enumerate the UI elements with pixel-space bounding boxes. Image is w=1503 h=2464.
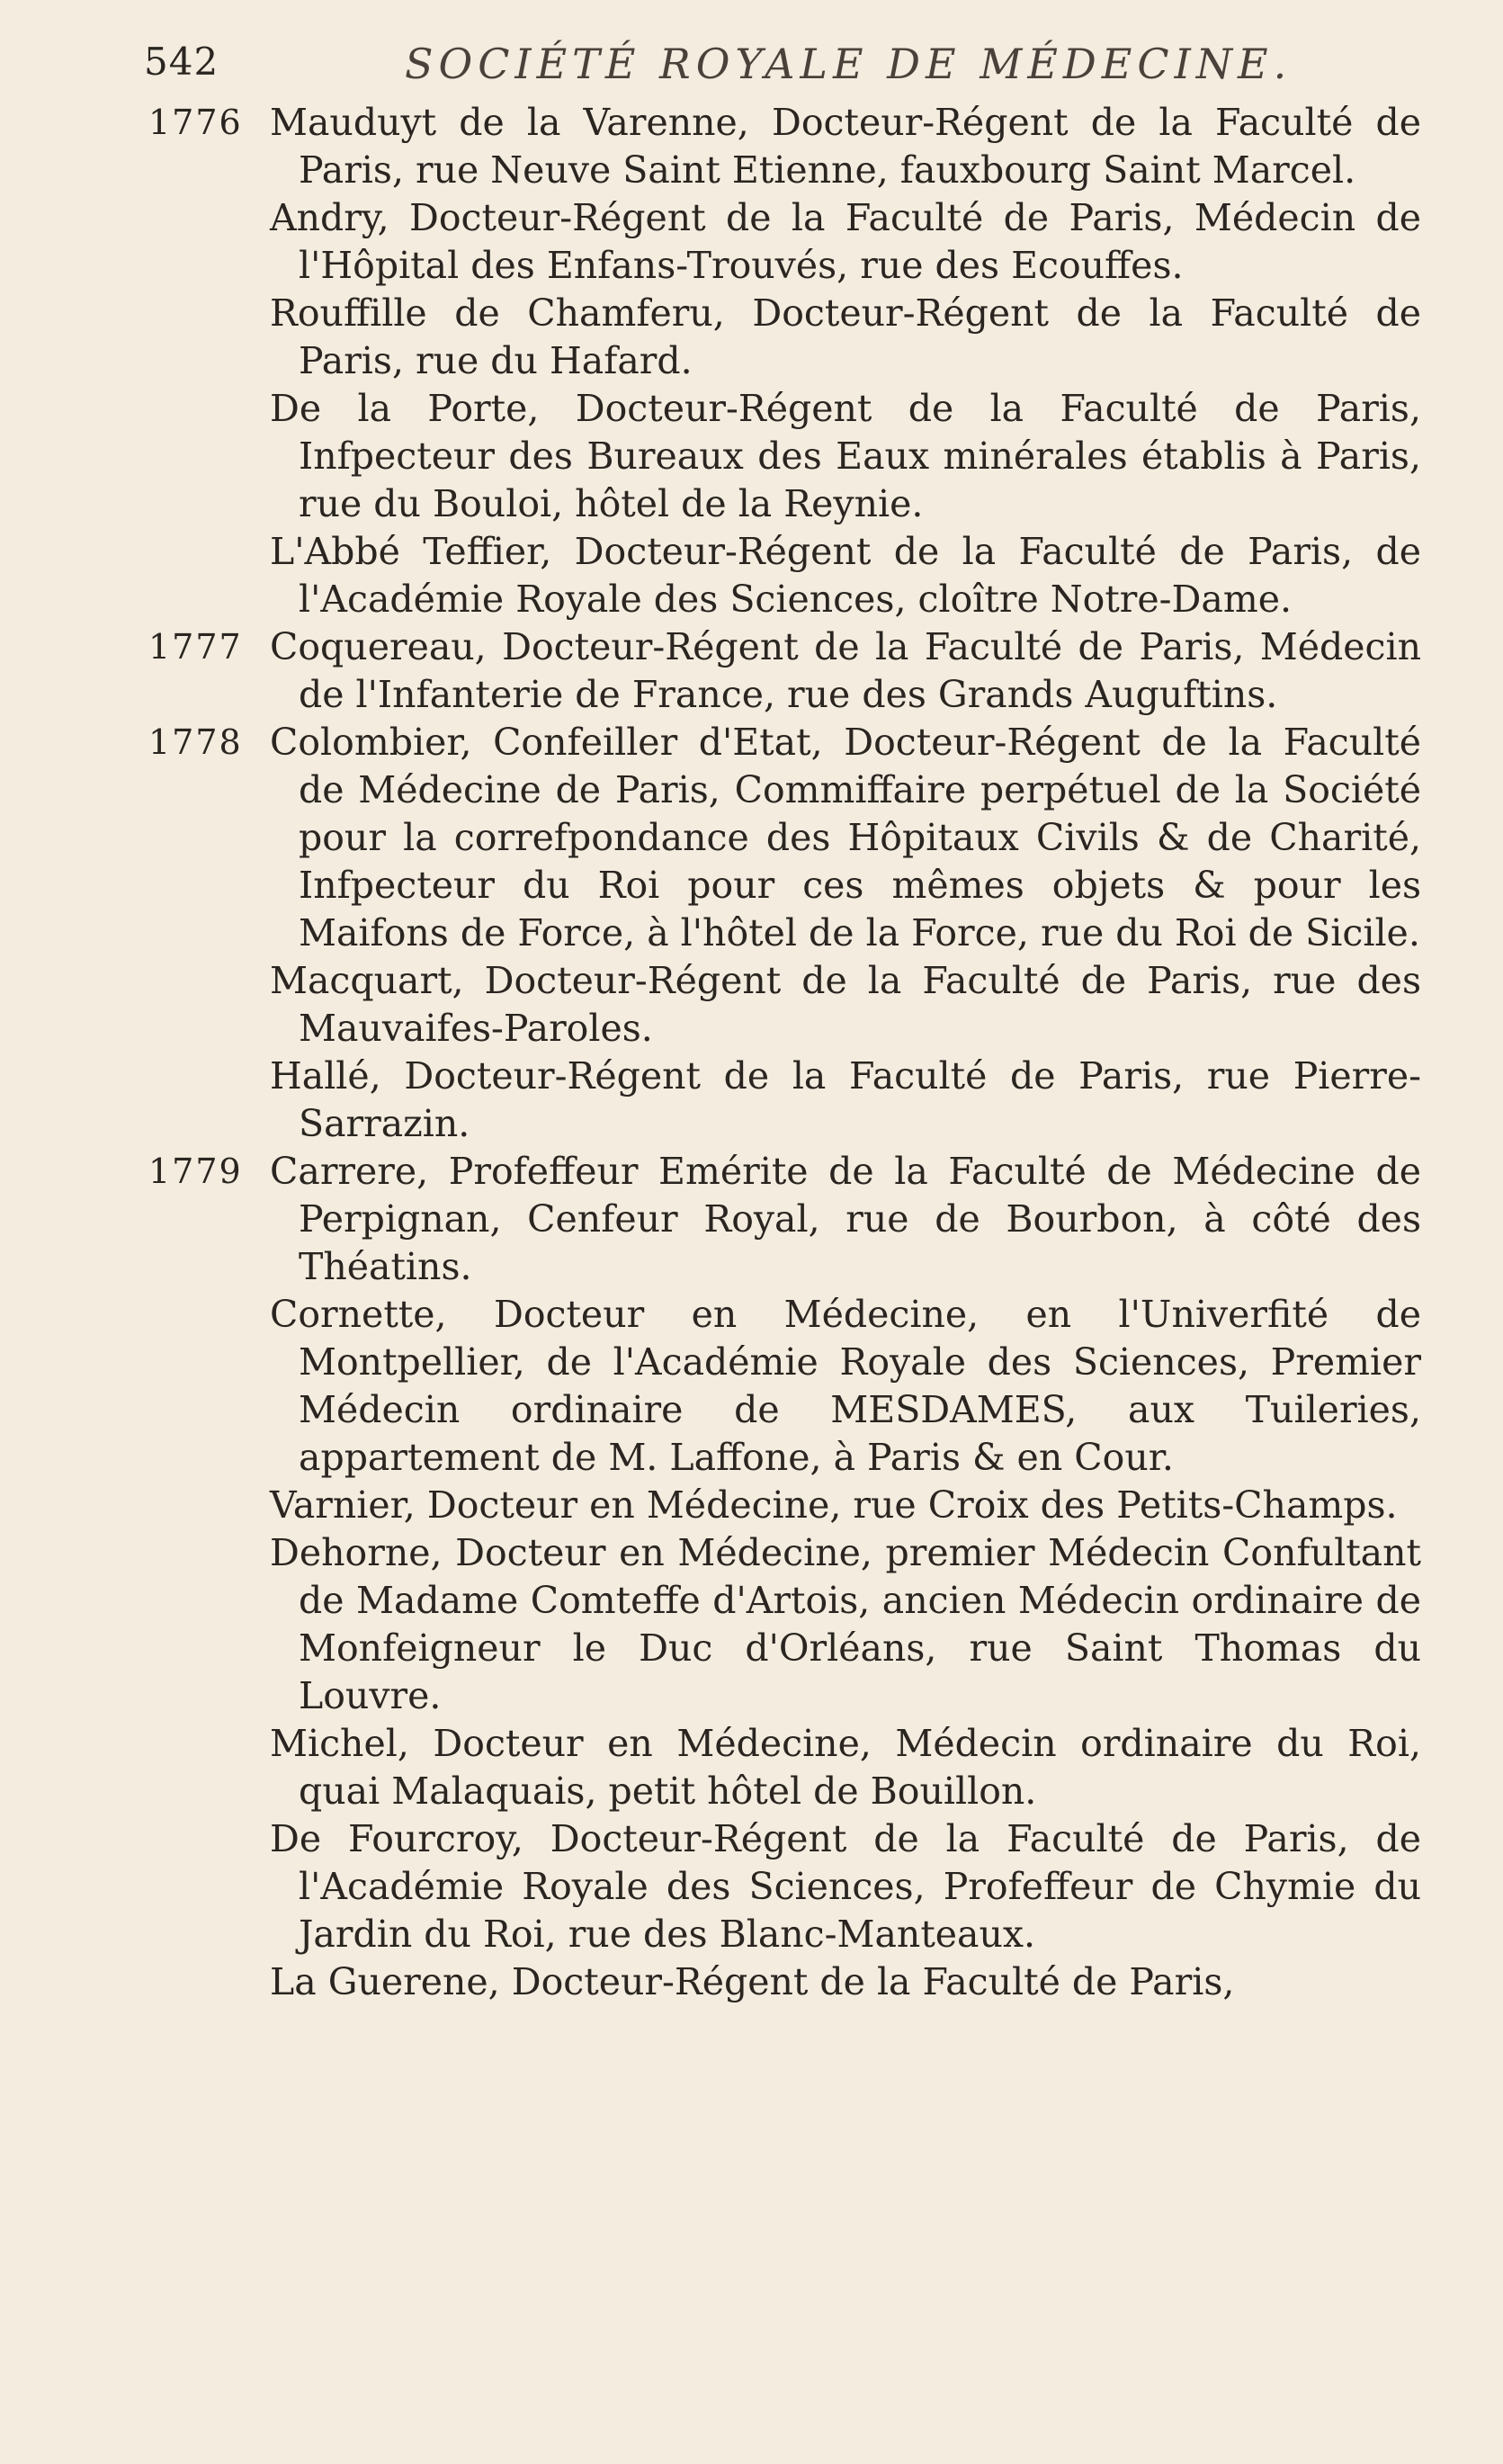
member-entry: [270, 1958, 1421, 2006]
entry-text: Michel, Docteur en Médecine, Médecin ordinaire du Roi, quai Malaquais, petit hôtel de Bouillon.: [270, 1722, 1421, 1813]
member-list: [0, 99, 1503, 2006]
member-entry: [270, 385, 1421, 528]
entry-year: 1778: [148, 722, 243, 762]
entry-text: Colombier, Confeiller d'Etat, Docteur-Régent de la Faculté de Médecine de Paris, Commiffaire perpétuel de la Société pour la correfpondance des Hôpitaux Civils & de Charité, Infpecteur du Roi pour ces mêmes objets & pour les Maifons de Force, à l'hôtel de la Force, rue du Roi de Sicile.: [270, 721, 1421, 954]
entry-text: L'Abbé Teffier, Docteur-Régent de la Faculté de Paris, de l'Académie Royale des Sciences, cloître Notre-Dame.: [270, 530, 1421, 621]
entry-text: Dehorne, Docteur en Médecine, premier Médecin Confultant de Madame Comteffe d'Artois, ancien Médecin ordinaire de Monfeigneur le Duc d'Orléans, rue Saint Thomas du Louvre.: [270, 1531, 1421, 1717]
member-entry: [270, 957, 1421, 1053]
member-entry: [270, 528, 1421, 623]
member-entry: [148, 99, 1421, 194]
running-title: SOCIÉTÉ ROYALE DE MÉDECINE.: [405, 40, 1293, 88]
entry-text: Rouffille de Chamferu, Docteur-Régent de la Faculté de Paris, rue du Hafard.: [270, 291, 1421, 382]
entry-text: Cornette, Docteur en Médecine, en l'Univerfité de Montpellier, de l'Académie Royale des Sciences, Premier Médecin ordinaire de MESDAMES, aux Tuileries, appartement de M. Laffone, à Paris & en Cour.: [270, 1293, 1421, 1479]
member-entry: [270, 194, 1421, 290]
member-entry: [148, 719, 1421, 957]
entry-text: Varnier, Docteur en Médecine, rue Croix des Petits-Champs.: [270, 1483, 1398, 1527]
entry-text: Macquart, Docteur-Régent de la Faculté de Paris, rue des Mauvaifes-Paroles.: [270, 959, 1421, 1050]
entry-year: 1777: [148, 627, 243, 667]
page-number: 542: [144, 40, 219, 84]
member-entry: [270, 1482, 1421, 1529]
member-entry: [148, 623, 1421, 719]
entry-text: Carrere, Profeffeur Emérite de la Faculté de Médecine de Perpignan, Cenfeur Royal, rue de Bourbon, à côté des Théatins.: [270, 1150, 1421, 1288]
entry-text: De Fourcroy, Docteur-Régent de la Faculté de Paris, de l'Académie Royale des Sciences, Profeffeur de Chymie du Jardin du Roi, rue des Blanc-Manteaux.: [270, 1817, 1421, 1956]
member-entry: [270, 290, 1421, 385]
entry-text: Hallé, Docteur-Régent de la Faculté de Paris, rue Pierre-Sarrazin.: [270, 1054, 1421, 1145]
member-entry: [270, 1529, 1421, 1720]
member-entry: [270, 1053, 1421, 1148]
entry-text: Mauduyt de la Varenne, Docteur-Régent de la Faculté de Paris, rue Neuve Saint Etienne, fauxbourg Saint Marcel.: [270, 101, 1421, 192]
member-entry: [270, 1291, 1421, 1482]
member-entry: [148, 1148, 1421, 1291]
member-entry: [270, 1720, 1421, 1815]
entry-text: Coquereau, Docteur-Régent de la Faculté de Paris, Médecin de l'Infanterie de France, rue des Grands Auguftins.: [270, 625, 1421, 716]
page-header: [144, 40, 1394, 94]
member-entry: [270, 1815, 1421, 1958]
entry-year: 1779: [148, 1151, 243, 1191]
entry-text: De la Porte, Docteur-Régent de la Faculté de Paris, Infpecteur des Bureaux des Eaux minérales établis à Paris, rue du Bouloi, hôtel de la Reynie.: [270, 387, 1421, 525]
entry-text: La Guerene, Docteur-Régent de la Faculté de Paris,: [270, 1960, 1235, 2003]
entry-text: Andry, Docteur-Régent de la Faculté de Paris, Médecin de l'Hôpital des Enfans-Trouvés, rue des Ecouffes.: [270, 196, 1421, 287]
entry-year: 1776: [148, 103, 243, 142]
